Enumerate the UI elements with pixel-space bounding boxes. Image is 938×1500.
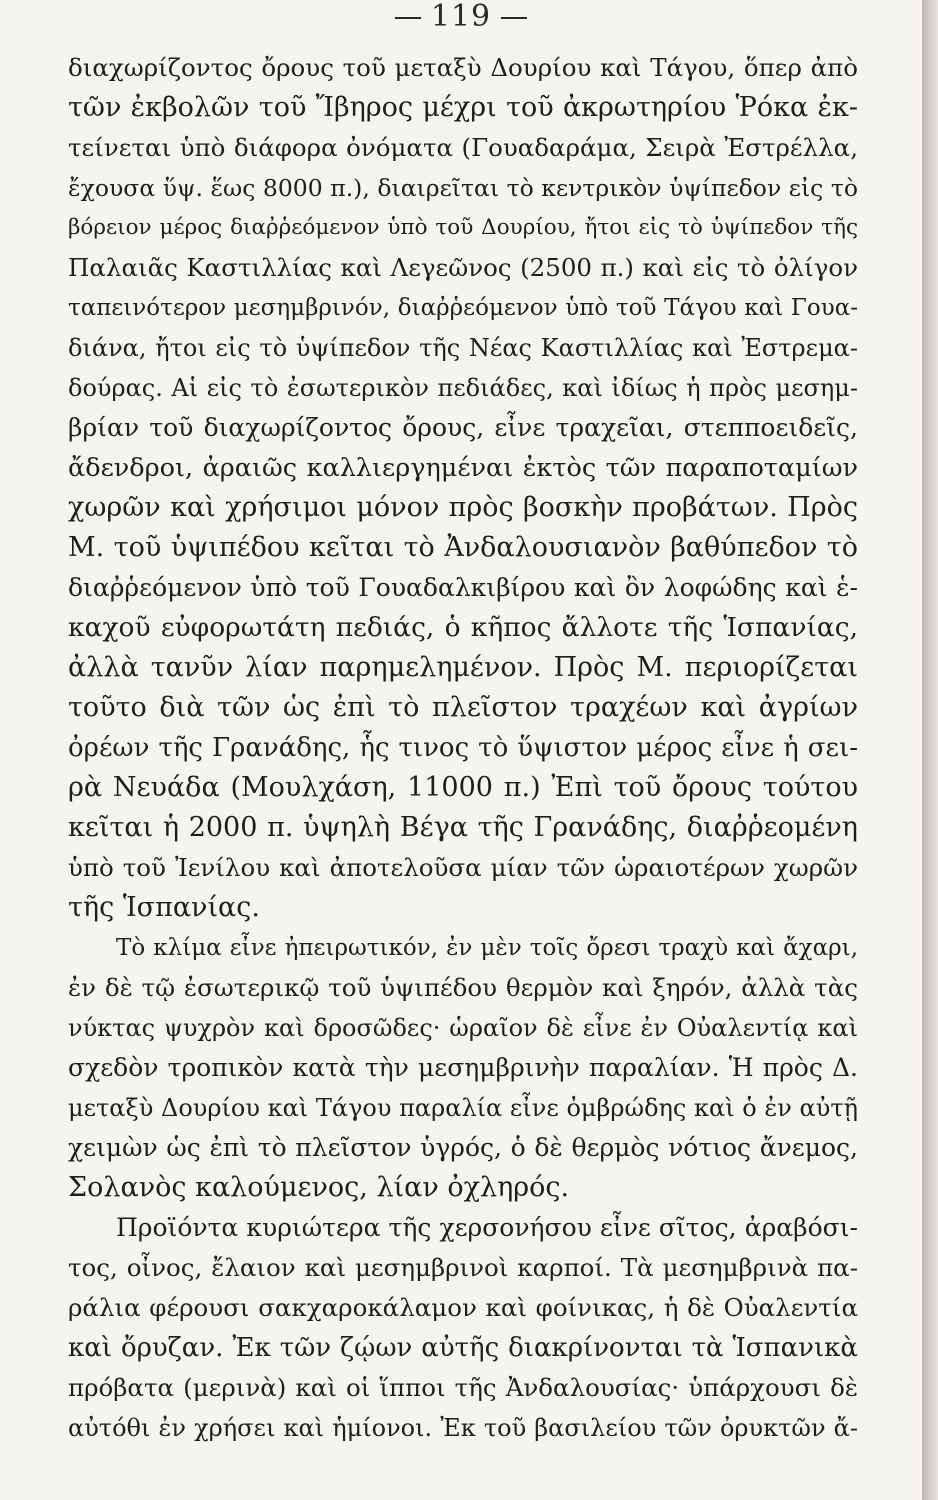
text-line: ὑπὸ τοῦ Ἰενίλου καὶ ἀποτελοῦσα μίαν τῶν ὡραιοτέρων χωρῶν [68, 853, 858, 882]
text-line: ράλια φέρουσι σακχαροκάλαμον καὶ φοίνικας, ἡ δὲ Οὐαλεντία [68, 1293, 858, 1322]
page-number [0, 0, 922, 34]
text-line: διαχωρίζοντος ὄρους τοῦ μεταξὺ Δουρίου καὶ Τάγου, ὅπερ ἀπὸ [68, 53, 858, 82]
text-line: βρίαν τοῦ διαχωρίζοντος ὄρους, εἶνε τραχεῖαι, στεπποειδεῖς, [68, 413, 858, 442]
text-line: Μ. τοῦ ὑψιπέδου κεῖται τὸ Ἀνδαλουσιανὸν βαθύπεδον τὸ [68, 532, 858, 563]
page-edge [922, 0, 938, 1500]
text-line: τῆς Ἱσπανίας. [68, 892, 260, 923]
text-line: τοῦτο διὰ τῶν ὡς ἐπὶ τὸ πλεῖστον τραχέων καὶ ἀγρίων [68, 692, 858, 723]
text-line: ἐν δὲ τῷ ἐσωτερικῷ τοῦ ὑψιπέδου θερμὸν καὶ ξηρόν, ἀλλὰ τὰς [68, 973, 858, 1002]
text-line: χειμὼν ὡς ἐπὶ τὸ πλεῖστον ὑγρός, ὁ δὲ θερμὸς νότιος ἄνεμος, [68, 1133, 858, 1162]
text-line: δούρας. Αἱ εἰς τὸ ἐσωτερικὸν πεδιάδες, καὶ ἰδίως ἡ πρὸς μεσημ- [68, 374, 858, 402]
text-line: τος, οἶνος, ἔλαιον καὶ μεσημβρινοὶ καρποί. Τὰ μεσημβρινὰ πα- [68, 1253, 858, 1282]
text-line: κεῖται ἡ 2000 π. ὑψηλὴ Βέγα τῆς Γρανάδης, διαῤῥεομένη [68, 812, 858, 843]
page-number-dash-left [395, 17, 421, 19]
text-line: νύκτας ψυχρὸν καὶ δροσῶδες· ὡραῖον δὲ εἶνε ἐν Οὐαλεντίᾳ καὶ [68, 1014, 858, 1042]
text-line: ἄδενδροι, ἀραιῶς καλλιεργημέναι ἐκτὸς τῶν παραποταμίων [68, 453, 858, 483]
text-line: καὶ ὄρυζαν. Ἐκ τῶν ζῴων αὐτῆς διακρίνονται τὰ Ἱσπανικὰ [68, 1333, 858, 1363]
text-line: Προϊόντα κυριώτερα τῆς χερσονήσου εἶνε σῖτος, ἀραβόσι- [116, 1213, 858, 1242]
text-line: πρόβατα (μερινὰ) καὶ οἱ ἵπποι τῆς Ἀνδαλουσίας· ὑπάρχουσι δὲ [68, 1373, 858, 1402]
text-line: Τὸ κλίμα εἶνε ἠπειρωτικόν, ἐν μὲν τοῖς ὄρεσι τραχὺ καὶ ἄχαρι, [116, 935, 858, 961]
text-line: τῶν ἐκβολῶν τοῦ Ἴβηρος μέχρι τοῦ ἀκρωτηρίου Ῥόκα ἐκ- [68, 92, 858, 123]
body-text [68, 48, 858, 1448]
text-line: χωρῶν καὶ χρήσιμοι μόνον πρὸς βοσκὴν προβάτων. Πρὸς [68, 492, 858, 523]
text-line: σχεδὸν τροπικὸν κατὰ τὴν μεσημβρινὴν παραλίαν. Ἡ πρὸς Δ. [68, 1053, 858, 1082]
text-line: ρὰ Νευάδα (Μουλχάση, 11000 π.) Ἐπὶ τοῦ ὄρους τούτου [68, 772, 858, 803]
page-number-value: 119 [430, 0, 492, 34]
text-line: Σολανὸς καλούμενος, λίαν ὀχληρός. [68, 1172, 570, 1203]
text-line: ἀλλὰ τανῦν λίαν παρημελημένον. Πρὸς Μ. περιορίζεται [68, 652, 858, 683]
text-line: τείνεται ὑπὸ διάφορα ὀνόματα (Γουαδαράμα, Σειρὰ Ἐστρέλλα, [68, 133, 858, 162]
text-line: ταπεινότερον μεσημβρινόν, διαῤῥεόμενον ὑπὸ τοῦ Τάγου καὶ Γουα- [68, 295, 858, 321]
text-line: Παλαιᾶς Καστιλλίας καὶ Λεγεῶνος (2500 π.) καὶ εἰς τὸ ὀλίγον [68, 253, 858, 282]
text-line: ἔχουσα ὕψ. ἕως 8000 π.), διαιρεῖται τὸ κεντρικὸν ὑψίπεδον εἰς τὸ [68, 174, 858, 202]
text-line: διαῤῥεόμενον ὑπὸ τοῦ Γουαδαλκιβίρου καὶ ὂν λοφώδης καὶ ἑ- [68, 573, 858, 602]
text-line: διάνα, ἤτοι εἰς τὸ ὑψίπεδον τῆς Νέας Καστιλλίας καὶ Ἐστρεμα- [68, 334, 858, 362]
text-line: ὀρέων τῆς Γρανάδης, ἧς τινος τὸ ὕψιστον μέρος εἶνε ἡ σει- [68, 733, 858, 763]
text-line: βόρειον μέρος διαῤῥεόμενον ὑπὸ τοῦ Δουρίου, ἤτοι εἰς τὸ ὑψίπεδον τῆς [68, 215, 858, 240]
text-line: αὐτόθι ἐν χρήσει καὶ ἡμίονοι. Ἐκ τοῦ βασιλείου τῶν ὀρυκτῶν ἄ- [68, 1414, 858, 1442]
text-line: καχοῦ εὐφορωτάτη πεδιάς, ὁ κῆπος ἄλλοτε τῆς Ἱσπανίας, [68, 612, 858, 643]
text-line: μεταξὺ Δουρίου καὶ Τάγου παραλία εἶνε ὀμβρώδης καὶ ὁ ἐν αὐτῇ [68, 1094, 858, 1122]
page-number-dash-right [501, 17, 527, 19]
